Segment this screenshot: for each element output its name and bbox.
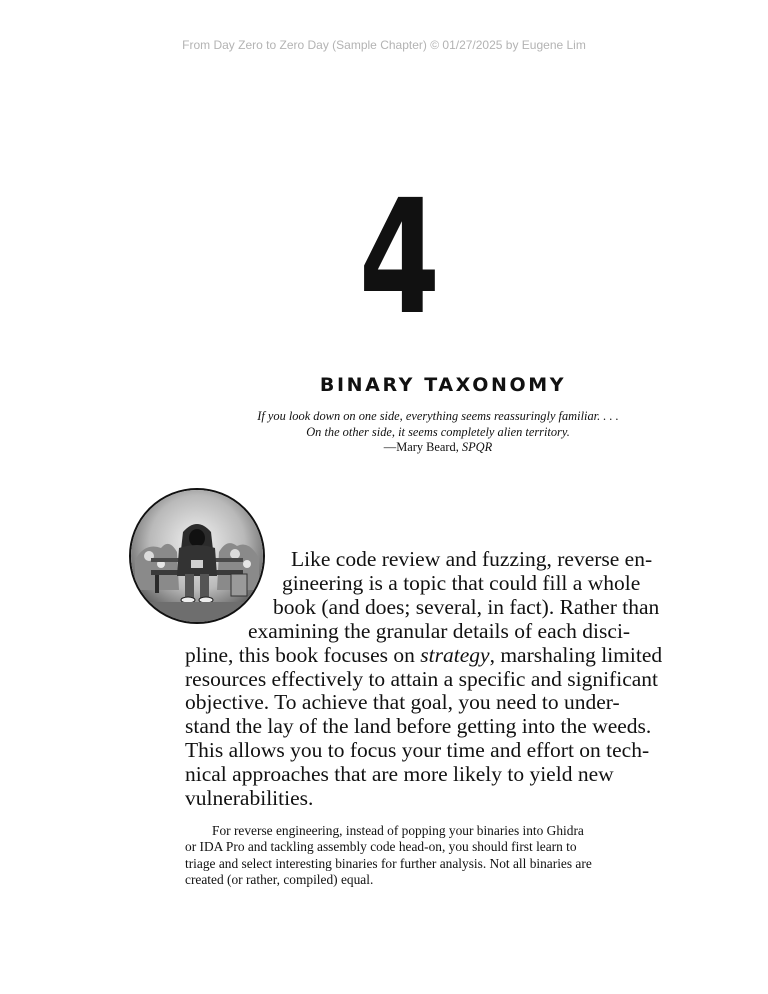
opening-line-10: nical approaches that are more likely to yield new (185, 762, 614, 787)
opening-paragraph (185, 548, 700, 811)
epigraph-line-1: If you look down on one side, everything seems reassuringly familiar. . . . (257, 409, 619, 423)
opening-line-9: This allows you to focus your time and effort on tech- (185, 738, 650, 763)
body-line-4: created (or rather, compiled) equal. (185, 871, 374, 887)
body-line-2: or IDA Pro and tackling assembly code head-on, you should first learn to (185, 839, 577, 855)
chapter-title: BINARY TAXONOMY (319, 374, 567, 396)
opening-line-6: resources effectively to attain a specific and significant (185, 666, 658, 691)
second-paragraph (185, 823, 690, 888)
opening-line-8: stand the lay of the land before getting into the weeds. (185, 714, 652, 739)
opening-line-5 (185, 644, 700, 668)
page-header: From Day Zero to Zero Day (Sample Chapter) © 01/27/2025 by Eugene Lim (182, 38, 586, 52)
epigraph-line-2: On the other side, it seems completely alien territory. (306, 424, 570, 439)
epigraph-work: SPQR (461, 440, 493, 454)
opening-line-7: objective. To achieve that goal, you need to under- (185, 690, 620, 715)
epigraph (200, 409, 676, 456)
opening-line-3: book (and does; several, in fact). Rather than (273, 594, 660, 619)
emphasis-strategy: strategy (420, 642, 490, 667)
chapter-number: 4 (358, 166, 438, 350)
epigraph-attribution (200, 440, 676, 456)
body-line-3: triage and select interesting binaries for further analysis. Not all binaries are (185, 855, 592, 871)
opening-line-4: examining the granular details of each disci- (248, 618, 631, 643)
body-line-1: For reverse engineering, instead of popping your binaries into Ghidra (212, 823, 584, 838)
opening-line-11: vulnerabilities. (185, 786, 314, 811)
opening-line-5-start: pline, this book focuses on (185, 642, 421, 667)
opening-line-2: gineering is a topic that could fill a whole (282, 570, 641, 595)
opening-line-1: Like code review and fuzzing, reverse en- (291, 547, 653, 571)
epigraph-author: —Mary Beard, (383, 440, 462, 454)
opening-line-5-end: , marshaling limited (489, 642, 663, 667)
